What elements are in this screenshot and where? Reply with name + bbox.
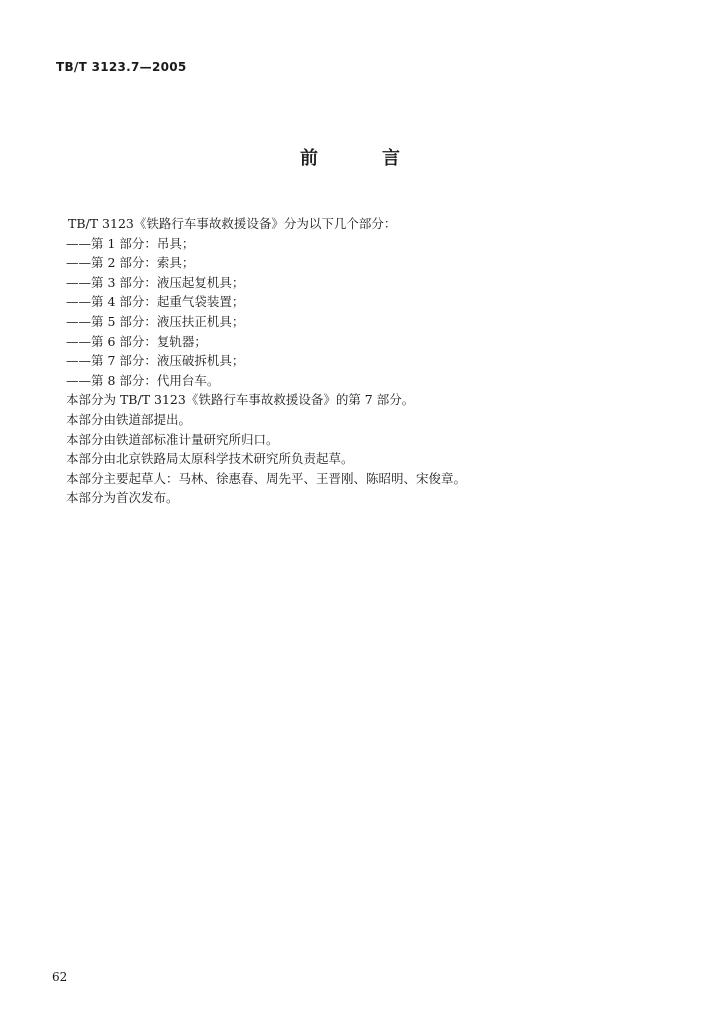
part-item: ——第 6 部分：复轨器； bbox=[66, 333, 207, 349]
paragraph-line: 本部分由铁道部标准计量研究所归口。 bbox=[66, 431, 279, 447]
part-item: ——第 4 部分：起重气袋装置； bbox=[66, 294, 245, 310]
paragraph-line: 本部分为首次发布。 bbox=[66, 490, 179, 506]
part-item: ——第 8 部分：代用台车。 bbox=[66, 372, 220, 388]
standard-number: TB/T 3123.7—2005 bbox=[56, 60, 187, 74]
part-item: ——第 5 部分：液压扶正机具； bbox=[66, 313, 245, 329]
paragraph-line: 本部分由北京铁路局太原科学技术研究所负责起草。 bbox=[66, 451, 354, 467]
title-char-2: 言 bbox=[382, 148, 400, 169]
intro-line: TB/T 3123《铁路行车事故救援设备》分为以下几个部分： bbox=[68, 216, 397, 231]
page-title bbox=[300, 144, 400, 170]
part-item: ——第 3 部分：液压起复机具； bbox=[66, 274, 245, 290]
paragraph-line: 本部分由铁道部提出。 bbox=[66, 411, 192, 427]
part-item: ——第 1 部分：吊具； bbox=[66, 235, 195, 251]
title-char-1: 前 bbox=[300, 148, 318, 169]
part-item: ——第 2 部分：索具； bbox=[66, 255, 195, 271]
page-number: 62 bbox=[52, 970, 68, 984]
part-item: ——第 7 部分：液压破拆机具； bbox=[66, 353, 245, 369]
paragraph-line: 本部分主要起草人：马林、徐惠春、周先平、王晋刚、陈昭明、宋俊章。 bbox=[66, 470, 467, 486]
paragraph-line: 本部分为 TB/T 3123《铁路行车事故救援设备》的第 7 部分。 bbox=[66, 392, 415, 408]
foreword-body bbox=[66, 214, 646, 508]
